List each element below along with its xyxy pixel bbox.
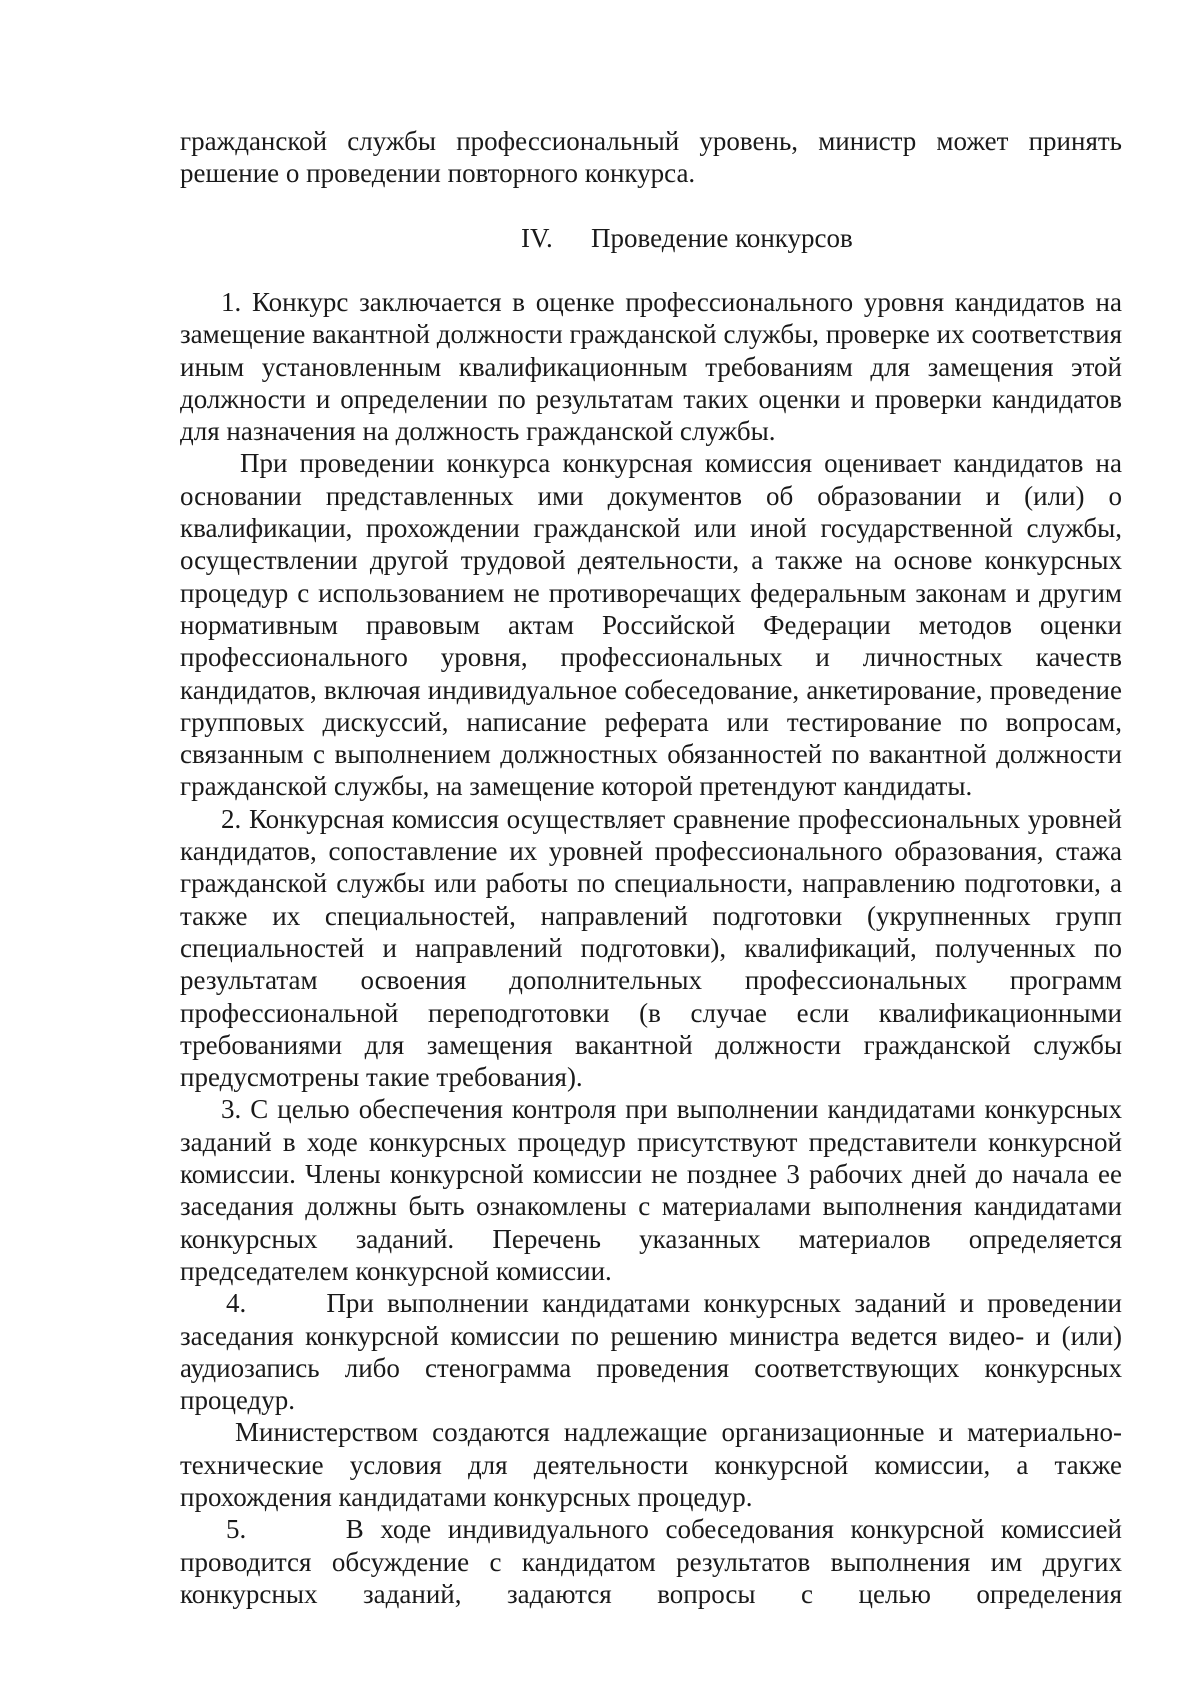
- paragraph-3: 3. С целью обеспечения контроля при выполнении кандидатами конкурсных заданий в ходе конкурсных процедур присутствуют представители конкурсной комиссии. Члены конкурсной комиссии не позднее 3 рабочих дней до начала ее заседания должны быть ознакомлены с материалами выполнения кандидатами конкурсных заданий. Перечень указанных материалов определяется председателем конкурсной комиссии.: [180, 1094, 1122, 1286]
- paragraph-1-continued: При проведении конкурса конкурсная комиссия оценивает кандидатов на основании представленных ими документов об образовании и (или) о квалификации, прохождении гражданской или иной государственной службы, осуществлении другой трудовой деятельности, а также на основе конкурсных процедур с использованием не противоречащих федеральным законам и другим нормативным правовым актам Российской Федерации методов оценки профессионального уровня, профессиональных и личностных качеств кандидатов, включая индивидуальное собеседование, анкетирование, проведение групповых дискуссий, написание реферата или тестирование по вопросам, связанным с выполнением должностных обязанностей по вакантной должности гражданской службы, на замещение которой претендуют кандидаты.: [180, 448, 1122, 802]
- section-number: IV.: [521, 223, 553, 253]
- paragraph-4: 4. При выполнении кандидатами конкурсных заданий и проведении заседания конкурсной комиссии по решению министра ведется видео- и (или) аудиозапись либо стенограмма проведения соответствующих конкурсных процедур.: [180, 1288, 1122, 1416]
- paragraph-2: 2. Конкурсная комиссия осуществляет сравнение профессиональных уровней кандидатов, сопоставление их уровней профессионального образования, стажа гражданской службы или работы по специальности, направлению подготовки, а также их специальностей, направлений подготовки (укрупненных групп специальностей и направлений подготовки), квалификаций, полученных по результатам освоения дополнительных профессиональных программ профессиональной переподготовки (в случае если квалификационными требованиями для замещения вакантной должности гражданской службы предусмотрены такие требования).: [180, 803, 1122, 1093]
- document-continuation: [180, 125, 1122, 190]
- section-title: Проведение конкурсов: [591, 223, 853, 253]
- paragraph-5: 5. В ходе индивидуального собеседования конкурсной комиссией проводится обсуждение с кандидатом результатов выполнения им других конкурсных заданий, задаются вопросы с целью определения: [180, 1514, 1122, 1609]
- paragraph-4-continued: Министерством создаются надлежащие организационные и материально-технические условия для деятельности конкурсной комиссии, а также прохождения кандидатами конкурсных процедур.: [180, 1417, 1122, 1512]
- continuation-paragraph: гражданской службы профессиональный уровень, министр может принять решение о проведении повторного конкурса.: [180, 126, 1122, 189]
- paragraph-1: 1. Конкурс заключается в оценке профессионального уровня кандидатов на замещение вакантной должности гражданской службы, проверке их соответствия иным установленным квалификационным требованиям для замещения этой должности и определении по результатам таких оценки и проверки кандидатов для назначения на должность гражданской службы.: [180, 287, 1122, 447]
- section-body: [180, 286, 1122, 1610]
